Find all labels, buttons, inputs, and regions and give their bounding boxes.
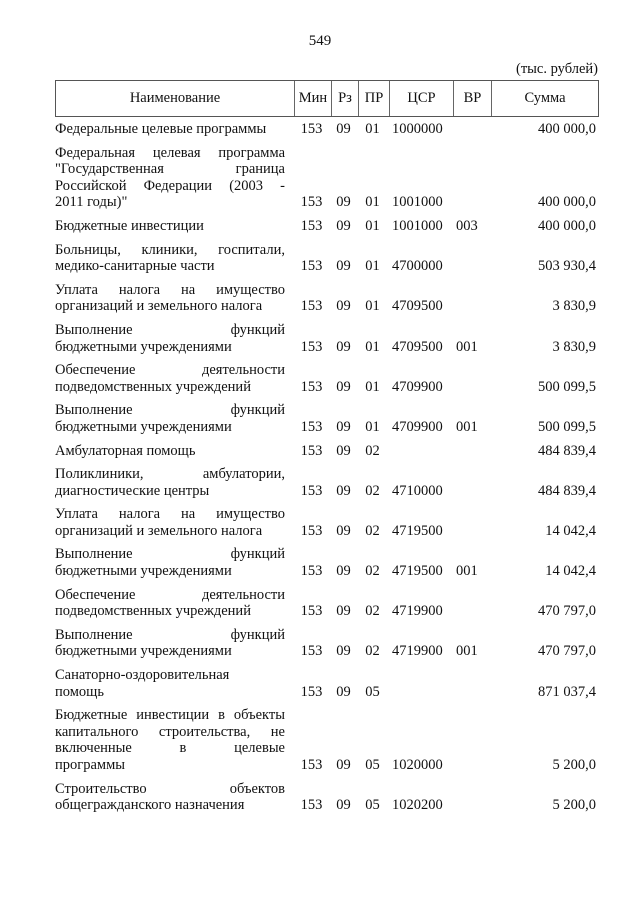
row-csr: 1001000 <box>392 217 443 234</box>
row-pr: 02 <box>365 442 380 459</box>
row-name-line: Амбулаторная помощь <box>55 442 196 459</box>
table-header <box>55 80 599 117</box>
row-vr: 001 <box>456 643 478 660</box>
table-row <box>55 402 599 435</box>
row-sum: 14 042,4 <box>545 522 596 539</box>
row-rz: 09 <box>336 442 351 459</box>
row-name-line: Федеральная целевая программа <box>55 144 285 161</box>
table-row <box>55 145 599 211</box>
row-name-line: бюджетными учреждениями <box>55 418 232 435</box>
row-pr: 01 <box>365 298 380 315</box>
table-row <box>55 667 599 700</box>
row-name-line: Выполнение функций <box>55 402 285 419</box>
row-pr: 05 <box>365 683 380 700</box>
row-pr: 05 <box>365 797 380 814</box>
row-csr: 1001000 <box>392 194 443 211</box>
row-rz: 09 <box>336 338 351 355</box>
table-row <box>55 218 599 235</box>
row-rz: 09 <box>336 378 351 395</box>
row-name <box>55 707 293 773</box>
row-sum: 3 830,9 <box>552 338 596 355</box>
header-name: Наименование <box>129 90 221 106</box>
row-name <box>55 667 293 700</box>
table-body <box>55 118 599 814</box>
row-pr: 01 <box>365 258 380 275</box>
table-row <box>55 443 599 460</box>
row-rz: 09 <box>336 482 351 499</box>
row-name-line: организаций и земельного налога <box>55 298 263 315</box>
row-sum: 871 037,4 <box>538 683 596 700</box>
row-sum: 400 000,0 <box>538 121 596 137</box>
row-pr: 02 <box>365 563 380 580</box>
row-sum: 484 839,4 <box>538 442 596 459</box>
row-pr: 02 <box>365 522 380 539</box>
row-min: 153 <box>300 757 323 773</box>
row-name-line: Бюджетные инвестиции в объекты <box>55 707 285 724</box>
row-min: 153 <box>300 563 323 580</box>
row-name-line: Федеральные целевые программы <box>55 121 267 137</box>
row-name <box>55 242 293 275</box>
row-pr: 01 <box>365 338 380 355</box>
row-name <box>55 506 293 539</box>
row-csr: 4719900 <box>392 643 443 660</box>
row-csr: 4709500 <box>392 298 443 315</box>
table-row <box>55 546 599 579</box>
row-vr: 001 <box>456 418 478 435</box>
row-name-line: диагностические центры <box>55 482 210 499</box>
row-name <box>55 145 293 211</box>
row-csr: 1020200 <box>392 797 443 814</box>
row-rz: 09 <box>336 194 351 211</box>
row-rz: 09 <box>336 603 351 620</box>
table-row <box>55 587 599 620</box>
row-sum: 5 200,0 <box>552 797 596 814</box>
row-sum: 470 797,0 <box>538 603 596 620</box>
row-sum: 3 830,9 <box>552 298 596 315</box>
row-name <box>55 587 293 620</box>
row-rz: 09 <box>336 683 351 700</box>
row-name-line: Выполнение функций <box>55 626 285 643</box>
table-row <box>55 627 599 660</box>
row-rz: 09 <box>336 121 351 137</box>
row-min: 153 <box>300 603 323 620</box>
row-pr: 01 <box>365 378 380 395</box>
header-pr: ПР <box>358 81 389 116</box>
row-sum: 503 930,4 <box>538 258 596 275</box>
row-csr: 4700000 <box>392 258 443 275</box>
row-name-line: организаций и земельного налога <box>55 522 263 539</box>
row-name <box>55 546 293 579</box>
row-csr: 1020000 <box>392 757 443 773</box>
row-min: 153 <box>300 378 323 395</box>
row-vr: 001 <box>456 563 478 580</box>
row-name-line: Российской Федерации (2003 - <box>55 177 285 194</box>
row-vr: 003 <box>456 217 478 234</box>
row-sum: 470 797,0 <box>538 643 596 660</box>
row-rz: 09 <box>336 217 351 234</box>
row-name-line: Больницы, клиники, госпитали, <box>55 241 285 258</box>
row-pr: 01 <box>365 194 380 211</box>
row-csr: 4709500 <box>392 338 443 355</box>
row-rz: 09 <box>336 797 351 814</box>
row-name-line: программы <box>55 757 125 773</box>
table-row <box>55 242 599 275</box>
row-min: 153 <box>300 338 323 355</box>
row-min: 153 <box>300 298 323 315</box>
row-name <box>55 466 293 499</box>
header-sum: Сумма <box>491 81 598 116</box>
row-name-line: Выполнение функций <box>55 546 285 563</box>
header-rz: Рз <box>331 81 358 116</box>
row-rz: 09 <box>336 298 351 315</box>
row-csr: 4719500 <box>392 522 443 539</box>
table-row <box>55 781 599 814</box>
row-csr: 4719500 <box>392 563 443 580</box>
row-min: 153 <box>300 683 323 700</box>
row-name-line: Уплата налога на имущество <box>55 506 285 523</box>
row-vr: 001 <box>456 338 478 355</box>
row-name-line: бюджетными учреждениями <box>55 338 232 355</box>
row-name-line: 2011 годы)" <box>55 194 128 211</box>
row-pr: 01 <box>365 121 380 137</box>
row-pr: 02 <box>365 603 380 620</box>
units-label: (тыс. рублей) <box>516 61 598 77</box>
row-name-line: бюджетными учреждениями <box>55 643 232 660</box>
row-name-line: медико-санитарные части <box>55 258 215 275</box>
row-name-line: подведомственных учреждений <box>55 378 251 395</box>
row-name <box>55 627 293 660</box>
row-pr: 02 <box>365 643 380 660</box>
header-min: Мин <box>294 81 331 116</box>
row-min: 153 <box>300 121 323 137</box>
row-name <box>55 322 293 355</box>
row-name <box>55 218 293 235</box>
page-number: 549 <box>308 33 332 49</box>
row-pr: 02 <box>365 482 380 499</box>
table-row <box>55 506 599 539</box>
row-rz: 09 <box>336 258 351 275</box>
row-name <box>55 781 293 814</box>
row-min: 153 <box>300 442 323 459</box>
row-rz: 09 <box>336 643 351 660</box>
row-min: 153 <box>300 217 323 234</box>
row-rz: 09 <box>336 418 351 435</box>
row-name-line: подведомственных учреждений <box>55 603 251 620</box>
row-min: 153 <box>300 194 323 211</box>
row-name <box>55 121 293 138</box>
row-csr: 4719900 <box>392 603 443 620</box>
row-pr: 01 <box>365 418 380 435</box>
table-row <box>55 322 599 355</box>
row-sum: 14 042,4 <box>545 563 596 580</box>
row-name-line: общегражданского назначения <box>55 797 245 814</box>
row-rz: 09 <box>336 563 351 580</box>
row-name-line: Обеспечение деятельности <box>55 362 285 379</box>
row-min: 153 <box>300 482 323 499</box>
table-row <box>55 121 599 138</box>
row-pr: 05 <box>365 757 380 773</box>
row-min: 153 <box>300 418 323 435</box>
row-name-line: Санаторно-оздоровительная <box>55 667 230 684</box>
row-name-line: Бюджетные инвестиции <box>55 217 204 234</box>
table-row <box>55 282 599 315</box>
row-name-line: включенные в целевые <box>55 740 285 757</box>
row-sum: 500 099,5 <box>538 418 596 435</box>
row-name-line: Поликлиники, амбулатории, <box>55 466 285 483</box>
row-pr: 01 <box>365 217 380 234</box>
row-name-line: бюджетными учреждениями <box>55 563 232 580</box>
row-min: 153 <box>300 797 323 814</box>
row-name <box>55 282 293 315</box>
row-rz: 09 <box>336 757 351 773</box>
row-sum: 500 099,5 <box>538 378 596 395</box>
row-min: 153 <box>300 258 323 275</box>
table-row <box>55 362 599 395</box>
row-sum: 484 839,4 <box>538 482 596 499</box>
row-csr: 4709900 <box>392 418 443 435</box>
header-vr: ВР <box>453 81 491 116</box>
row-name-line: Строительство объектов <box>55 780 285 797</box>
row-name <box>55 443 293 460</box>
row-name <box>55 402 293 435</box>
row-name-line: Уплата налога на имущество <box>55 281 285 298</box>
row-sum: 400 000,0 <box>538 217 596 234</box>
row-csr: 1000000 <box>392 121 443 137</box>
row-name-line: Обеспечение деятельности <box>55 586 285 603</box>
table-row <box>55 707 599 773</box>
row-sum: 5 200,0 <box>552 757 596 773</box>
header-csr: ЦСР <box>389 81 453 116</box>
row-name-line: помощь <box>55 683 104 700</box>
row-name <box>55 362 293 395</box>
row-min: 153 <box>300 522 323 539</box>
row-rz: 09 <box>336 522 351 539</box>
row-csr: 4709900 <box>392 378 443 395</box>
row-name-line: капитального строительства, не <box>55 723 285 740</box>
row-csr: 4710000 <box>392 482 443 499</box>
row-name-line: "Государственная граница <box>55 161 285 178</box>
table-row <box>55 466 599 499</box>
row-min: 153 <box>300 643 323 660</box>
row-name-line: Выполнение функций <box>55 321 285 338</box>
row-sum: 400 000,0 <box>538 194 596 211</box>
